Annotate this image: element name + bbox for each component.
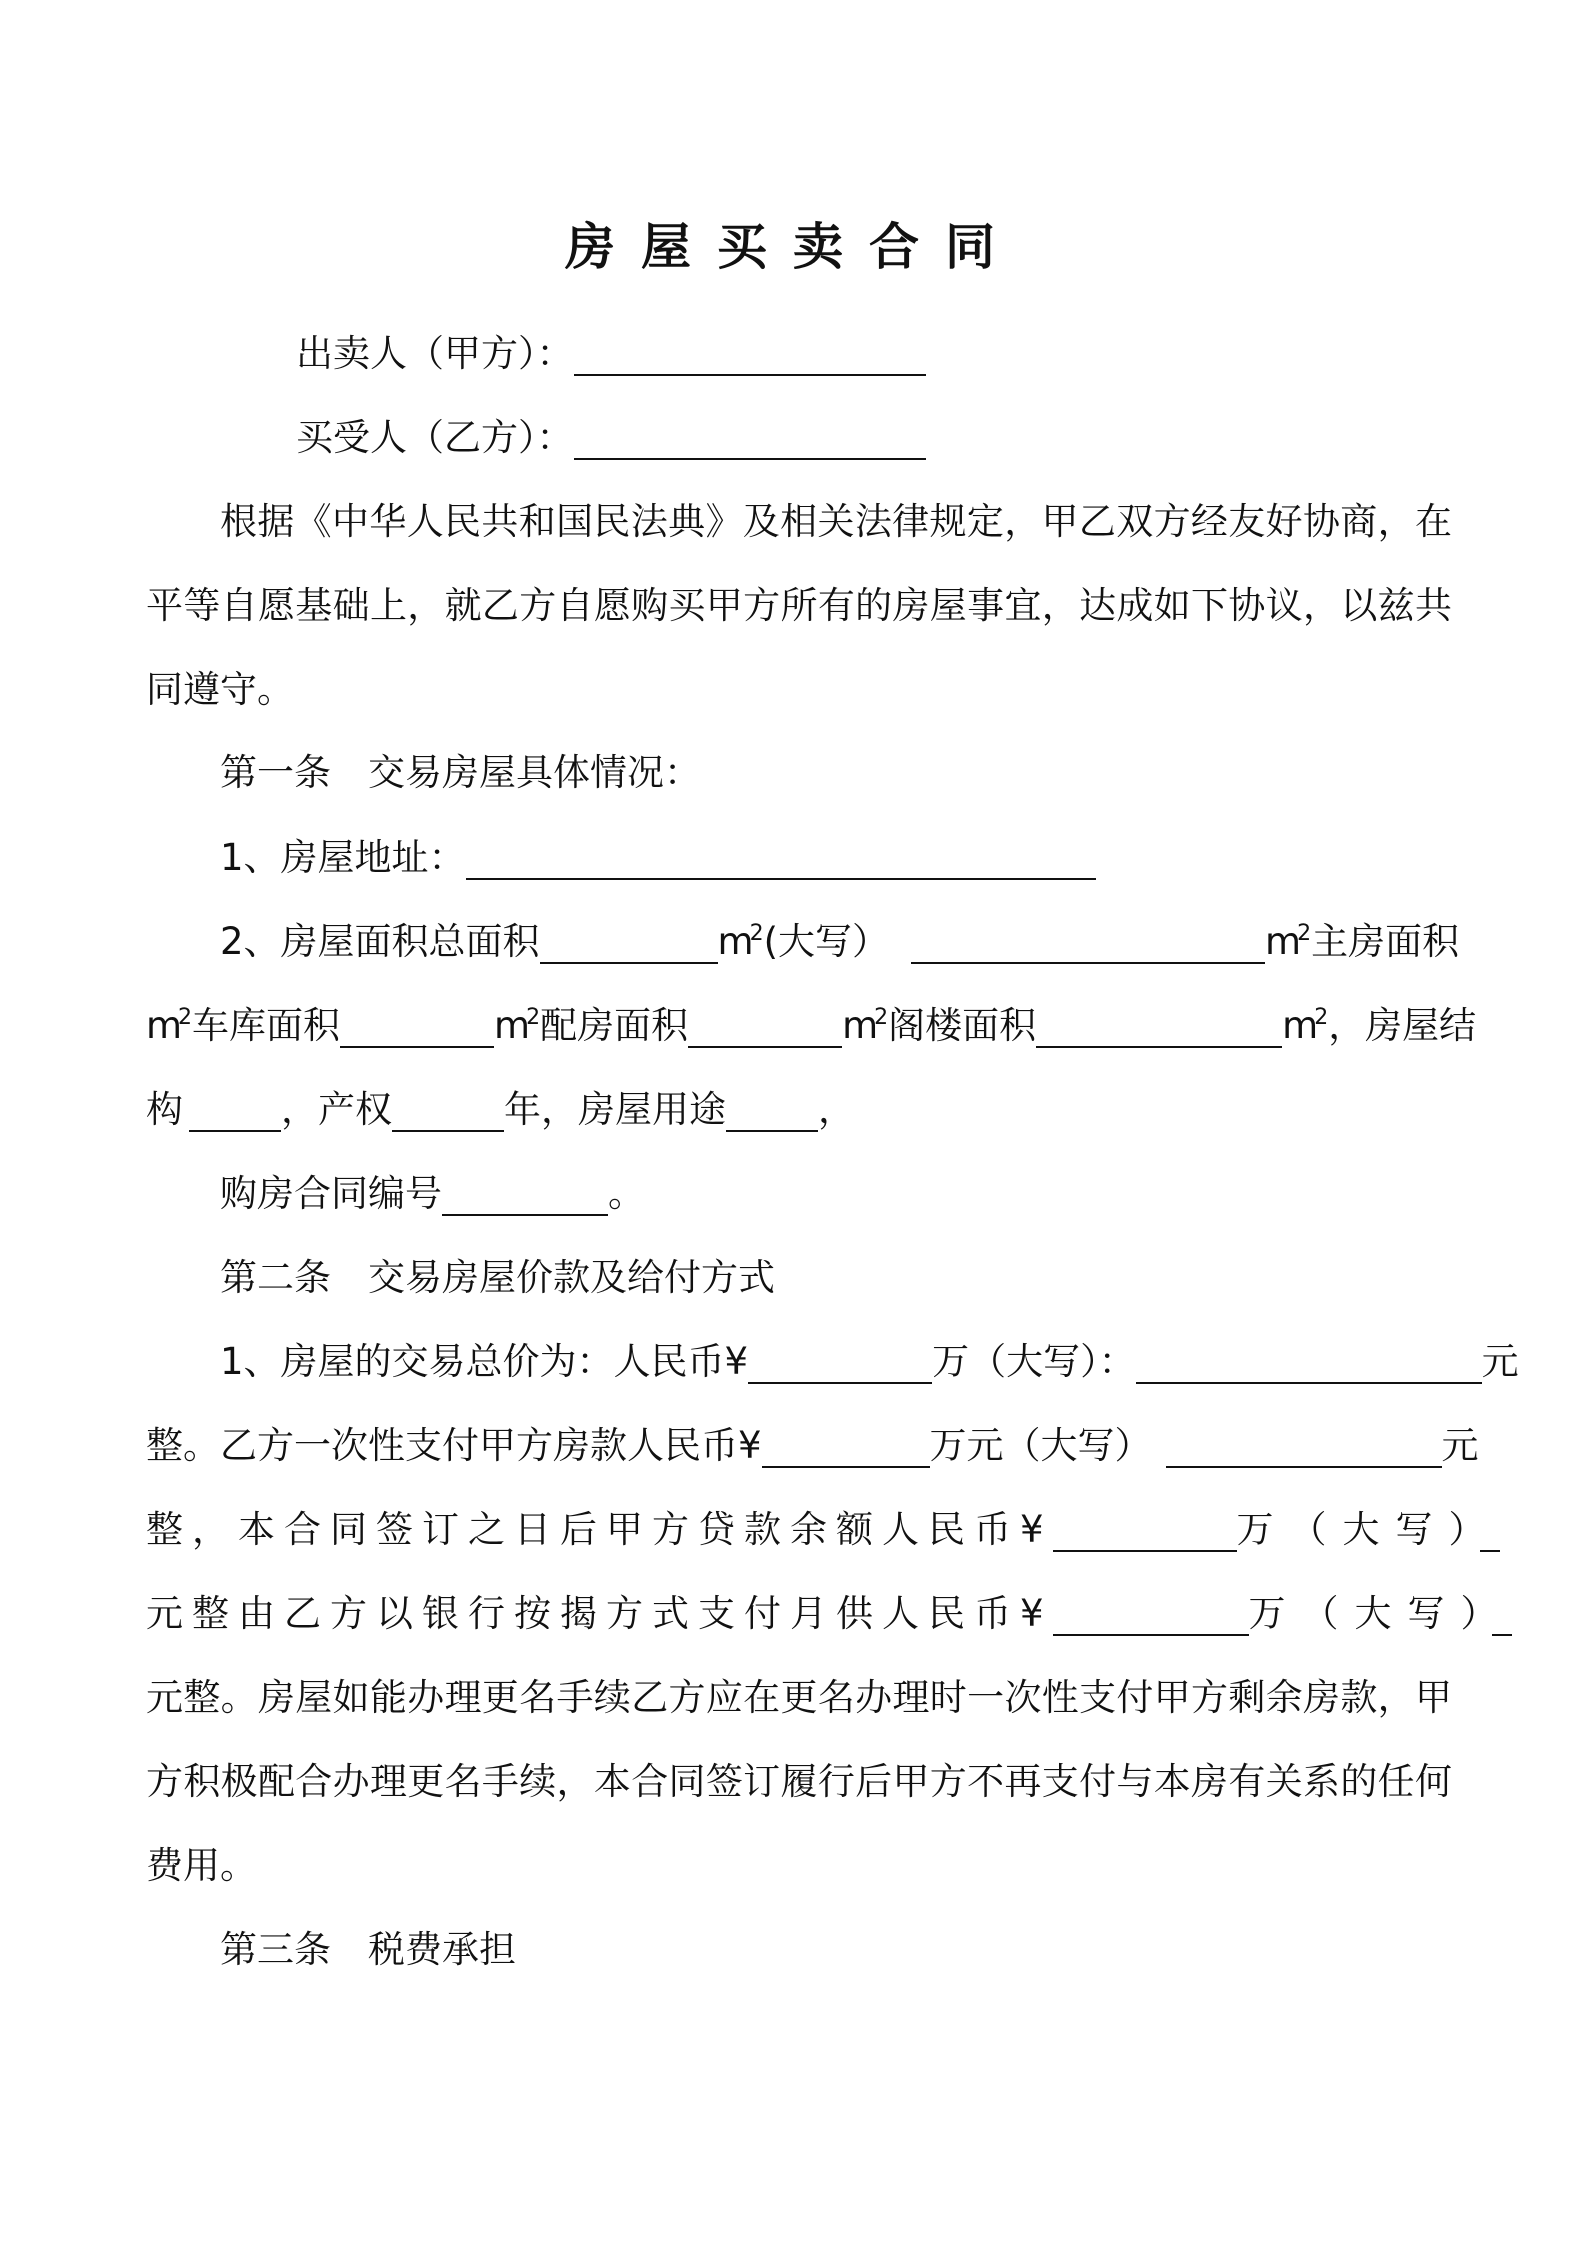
total-price-blank[interactable] xyxy=(748,1340,932,1384)
structure-blank[interactable] xyxy=(189,1088,281,1132)
usage-blank[interactable] xyxy=(726,1088,818,1132)
unit-m: m xyxy=(1265,920,1302,963)
area-line-1 xyxy=(220,914,1459,970)
seller-line xyxy=(296,326,926,382)
price-line-4 xyxy=(146,1586,1512,1642)
unit-m: m xyxy=(494,1004,531,1047)
unit-sup: 2 xyxy=(178,1005,193,1030)
unit-sup: 2 xyxy=(1314,1005,1329,1030)
yuan-label: 元 xyxy=(1481,1340,1519,1383)
intro-line-3: 同遵守。 xyxy=(146,668,294,711)
area-line-2 xyxy=(146,998,1476,1054)
loan-balance-label: 整，本合同签订之日后甲方贷款余额人民币¥ xyxy=(146,1508,1053,1551)
intro-line-1: 根据《中华人民共和国民法典》及相关法律规定，甲乙双方经友好协商，在 xyxy=(220,500,1452,543)
unit-sup: 2 xyxy=(526,1005,541,1030)
comma: ， xyxy=(818,1088,855,1131)
wan-daxie-label: 万（大写） xyxy=(1248,1592,1514,1635)
price-line-3 xyxy=(146,1502,1500,1558)
attic-area-label: 阁楼面积 xyxy=(888,1004,1037,1047)
daxie-label: (大写） xyxy=(763,920,890,963)
mortgage-blank[interactable] xyxy=(1053,1592,1249,1636)
unit-sup: 2 xyxy=(749,921,764,946)
garage-area-label: 车库面积 xyxy=(192,1004,341,1047)
attic-area-blank[interactable] xyxy=(1036,1004,1282,1048)
unit-m: m xyxy=(1282,1004,1319,1047)
wan-daxie-label: 万（大写）： xyxy=(932,1340,1136,1383)
area-line-3 xyxy=(146,1082,855,1138)
seller-name-blank[interactable] xyxy=(574,332,926,376)
property-years-blank[interactable] xyxy=(392,1088,504,1132)
unit-m: m xyxy=(146,1004,183,1047)
article-3-heading: 第三条 税费承担 xyxy=(220,1928,516,1971)
seller-label: 出卖人（甲方）： xyxy=(296,332,574,375)
document-title: 房屋买卖合同 xyxy=(565,218,1021,276)
article-2-heading: 第二条 交易房屋价款及给付方式 xyxy=(220,1256,775,1299)
contract-number-label: 购房合同编号 xyxy=(220,1172,442,1215)
price-line-7: 费用。 xyxy=(146,1844,257,1887)
lump-sum-daxie-blank[interactable] xyxy=(1166,1424,1442,1468)
buyer-line xyxy=(296,410,926,466)
loan-balance-daxie-blank[interactable] xyxy=(1480,1508,1500,1552)
garage-area-blank[interactable] xyxy=(340,1004,494,1048)
mortgage-daxie-blank[interactable] xyxy=(1492,1592,1512,1636)
aux-area-label: 配房面积 xyxy=(540,1004,689,1047)
intro-line-2: 平等自愿基础上，就乙方自愿购买甲方所有的房屋事宜，达成如下协议，以兹共 xyxy=(146,584,1452,627)
yuan-label: 元 xyxy=(1441,1424,1479,1467)
total-area-label: 2、房屋面积总面积 xyxy=(220,920,540,963)
price-line-5: 元整。房屋如能办理更名手续乙方应在更名办理时一次性支付甲方剩余房款，甲 xyxy=(146,1676,1452,1719)
structure-label-end: 构 xyxy=(146,1088,183,1131)
address-line xyxy=(220,830,1096,886)
price-line-1 xyxy=(220,1334,1519,1390)
mortgage-label: 元整由乙方以银行按揭方式支付月供人民币¥ xyxy=(146,1592,1053,1635)
lump-sum-blank[interactable] xyxy=(762,1424,930,1468)
total-area-daxie-blank[interactable] xyxy=(911,920,1265,964)
price-line-2 xyxy=(146,1418,1479,1474)
property-right-label: ，产权 xyxy=(281,1088,392,1131)
buyer-name-blank[interactable] xyxy=(574,416,926,460)
unit-m: m xyxy=(717,920,754,963)
unit-m: m xyxy=(842,1004,879,1047)
total-price-daxie-blank[interactable] xyxy=(1136,1340,1482,1384)
address-label: 1、房屋地址： xyxy=(220,836,466,879)
usage-label: 年，房屋用途 xyxy=(504,1088,726,1131)
loan-balance-blank[interactable] xyxy=(1053,1508,1237,1552)
total-price-label: 1、房屋的交易总价为：人民币¥ xyxy=(220,1340,749,1383)
period: 。 xyxy=(608,1172,645,1215)
structure-label: ，房屋结 xyxy=(1328,1004,1477,1047)
total-area-blank[interactable] xyxy=(540,920,718,964)
price-line-6: 方积极配合办理更名手续，本合同签订履行后甲方不再支付与本房有关系的任何 xyxy=(146,1760,1452,1803)
unit-sup: 2 xyxy=(1297,921,1312,946)
wanyuan-daxie-label: 万元（大写） xyxy=(929,1424,1152,1467)
aux-area-blank[interactable] xyxy=(688,1004,842,1048)
unit-sup: 2 xyxy=(874,1005,889,1030)
main-area-label: 主房面积 xyxy=(1311,920,1460,963)
contract-number-blank[interactable] xyxy=(442,1172,608,1216)
address-blank[interactable] xyxy=(466,836,1096,880)
article-1-heading: 第一条 交易房屋具体情况： xyxy=(220,751,701,794)
wan-daxie-label: 万（大写） xyxy=(1236,1508,1502,1551)
contract-number-line xyxy=(220,1166,645,1222)
buyer-label: 买受人（乙方）： xyxy=(296,416,574,459)
lump-sum-label: 整。乙方一次性支付甲方房款人民币¥ xyxy=(146,1424,762,1467)
